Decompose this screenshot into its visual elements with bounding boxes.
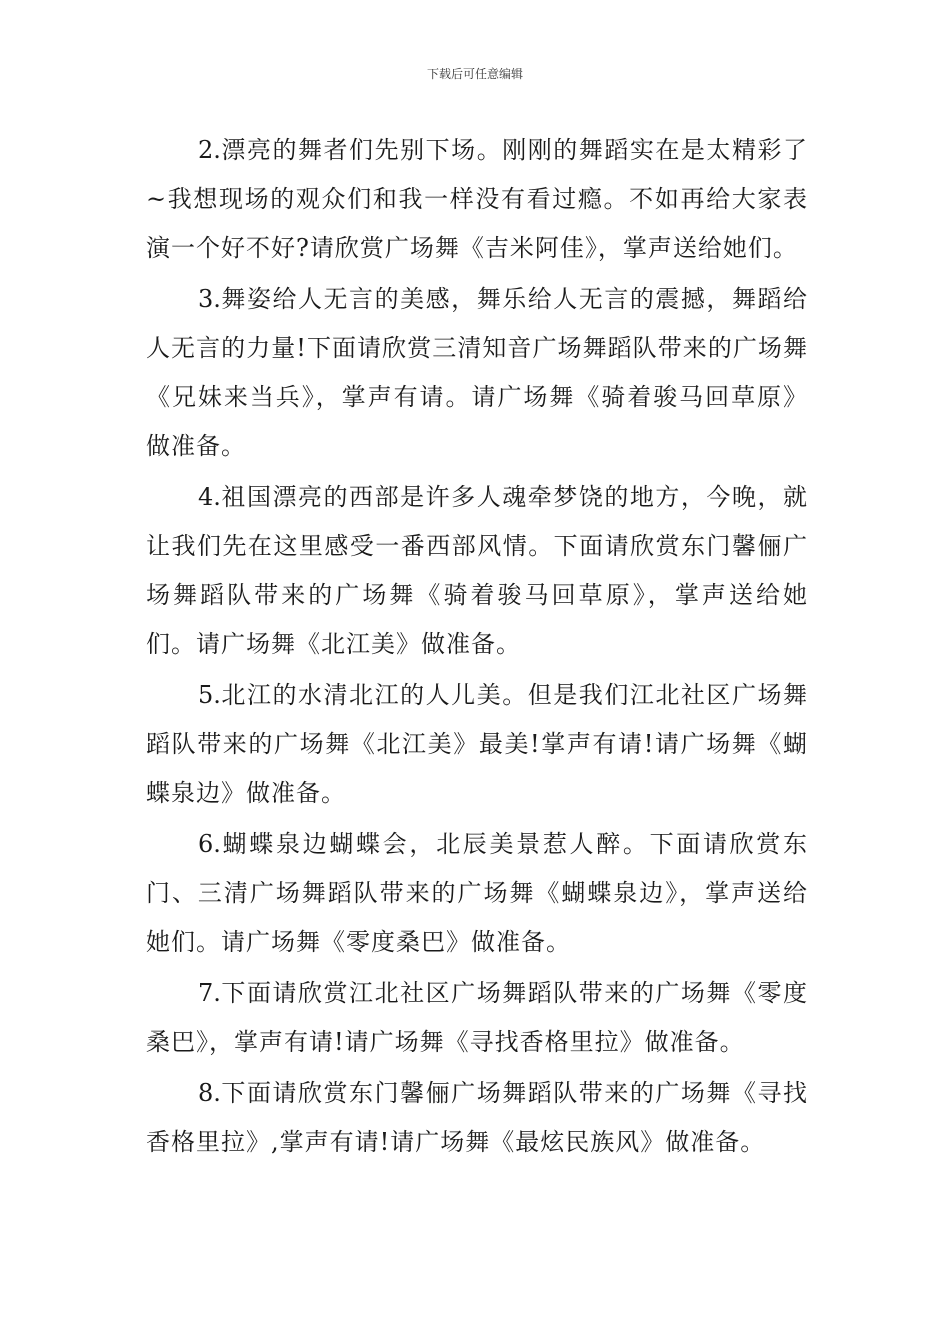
paragraph-4 [146,473,808,669]
paragraph-text: 下面请欣赏东门馨俪广场舞蹈队带来的广场舞《寻找香格里拉》,掌声有请!请广场舞《最炫民族风》做准备。 [146,1079,808,1156]
paragraph-text: 漂亮的舞者们先别下场。刚刚的舞蹈实在是太精彩了~我想现场的观众们和我一样没有看过瘾。不如再给大家表演一个好不好?请欣赏广场舞《吉米阿佳》，掌声送给她们。 [146,136,808,262]
document-body [146,126,808,1169]
paragraph-text: 北江的水清北江的人儿美。但是我们江北社区广场舞蹈队带来的广场舞《北江美》最美!掌声有请!请广场舞《蝴蝶泉边》做准备。 [146,681,808,807]
paragraph-number: 3. [198,285,221,313]
paragraph-number: 7. [198,979,221,1007]
paragraph-number: 4. [198,483,221,511]
paragraph-7 [146,969,808,1067]
paragraph-8 [146,1069,808,1167]
page-header-note: 下载后可任意编辑 [426,67,523,81]
paragraph-text: 蝴蝶泉边蝴蝶会，北辰美景惹人醉。下面请欣赏东门、三清广场舞蹈队带来的广场舞《蝴蝶泉边》，掌声送给她们。请广场舞《零度桑巴》做准备。 [146,830,808,956]
paragraph-2 [146,126,808,273]
paragraph-number: 6. [198,830,221,858]
paragraph-number: 2. [198,136,221,164]
paragraph-6 [146,820,808,967]
paragraph-text: 舞姿给人无言的美感，舞乐给人无言的震撼，舞蹈给人无言的力量!下面请欣赏三清知音广场舞蹈队带来的广场舞《兄妹来当兵》，掌声有请。请广场舞《骑着骏马回草原》做准备。 [146,285,808,460]
paragraph-3 [146,275,808,471]
paragraph-number: 8. [198,1079,221,1107]
paragraph-text: 下面请欣赏江北社区广场舞蹈队带来的广场舞《零度桑巴》，掌声有请!请广场舞《寻找香格里拉》做准备。 [146,979,808,1056]
paragraph-5 [146,671,808,818]
paragraph-text: 祖国漂亮的西部是许多人魂牵梦饶的地方，今晚，就让我们先在这里感受一番西部风情。下面请欣赏东门馨俪广场舞蹈队带来的广场舞《骑着骏马回草原》，掌声送给她们。请广场舞《北江美》做准备。 [146,483,808,658]
paragraph-number: 5. [198,681,221,709]
